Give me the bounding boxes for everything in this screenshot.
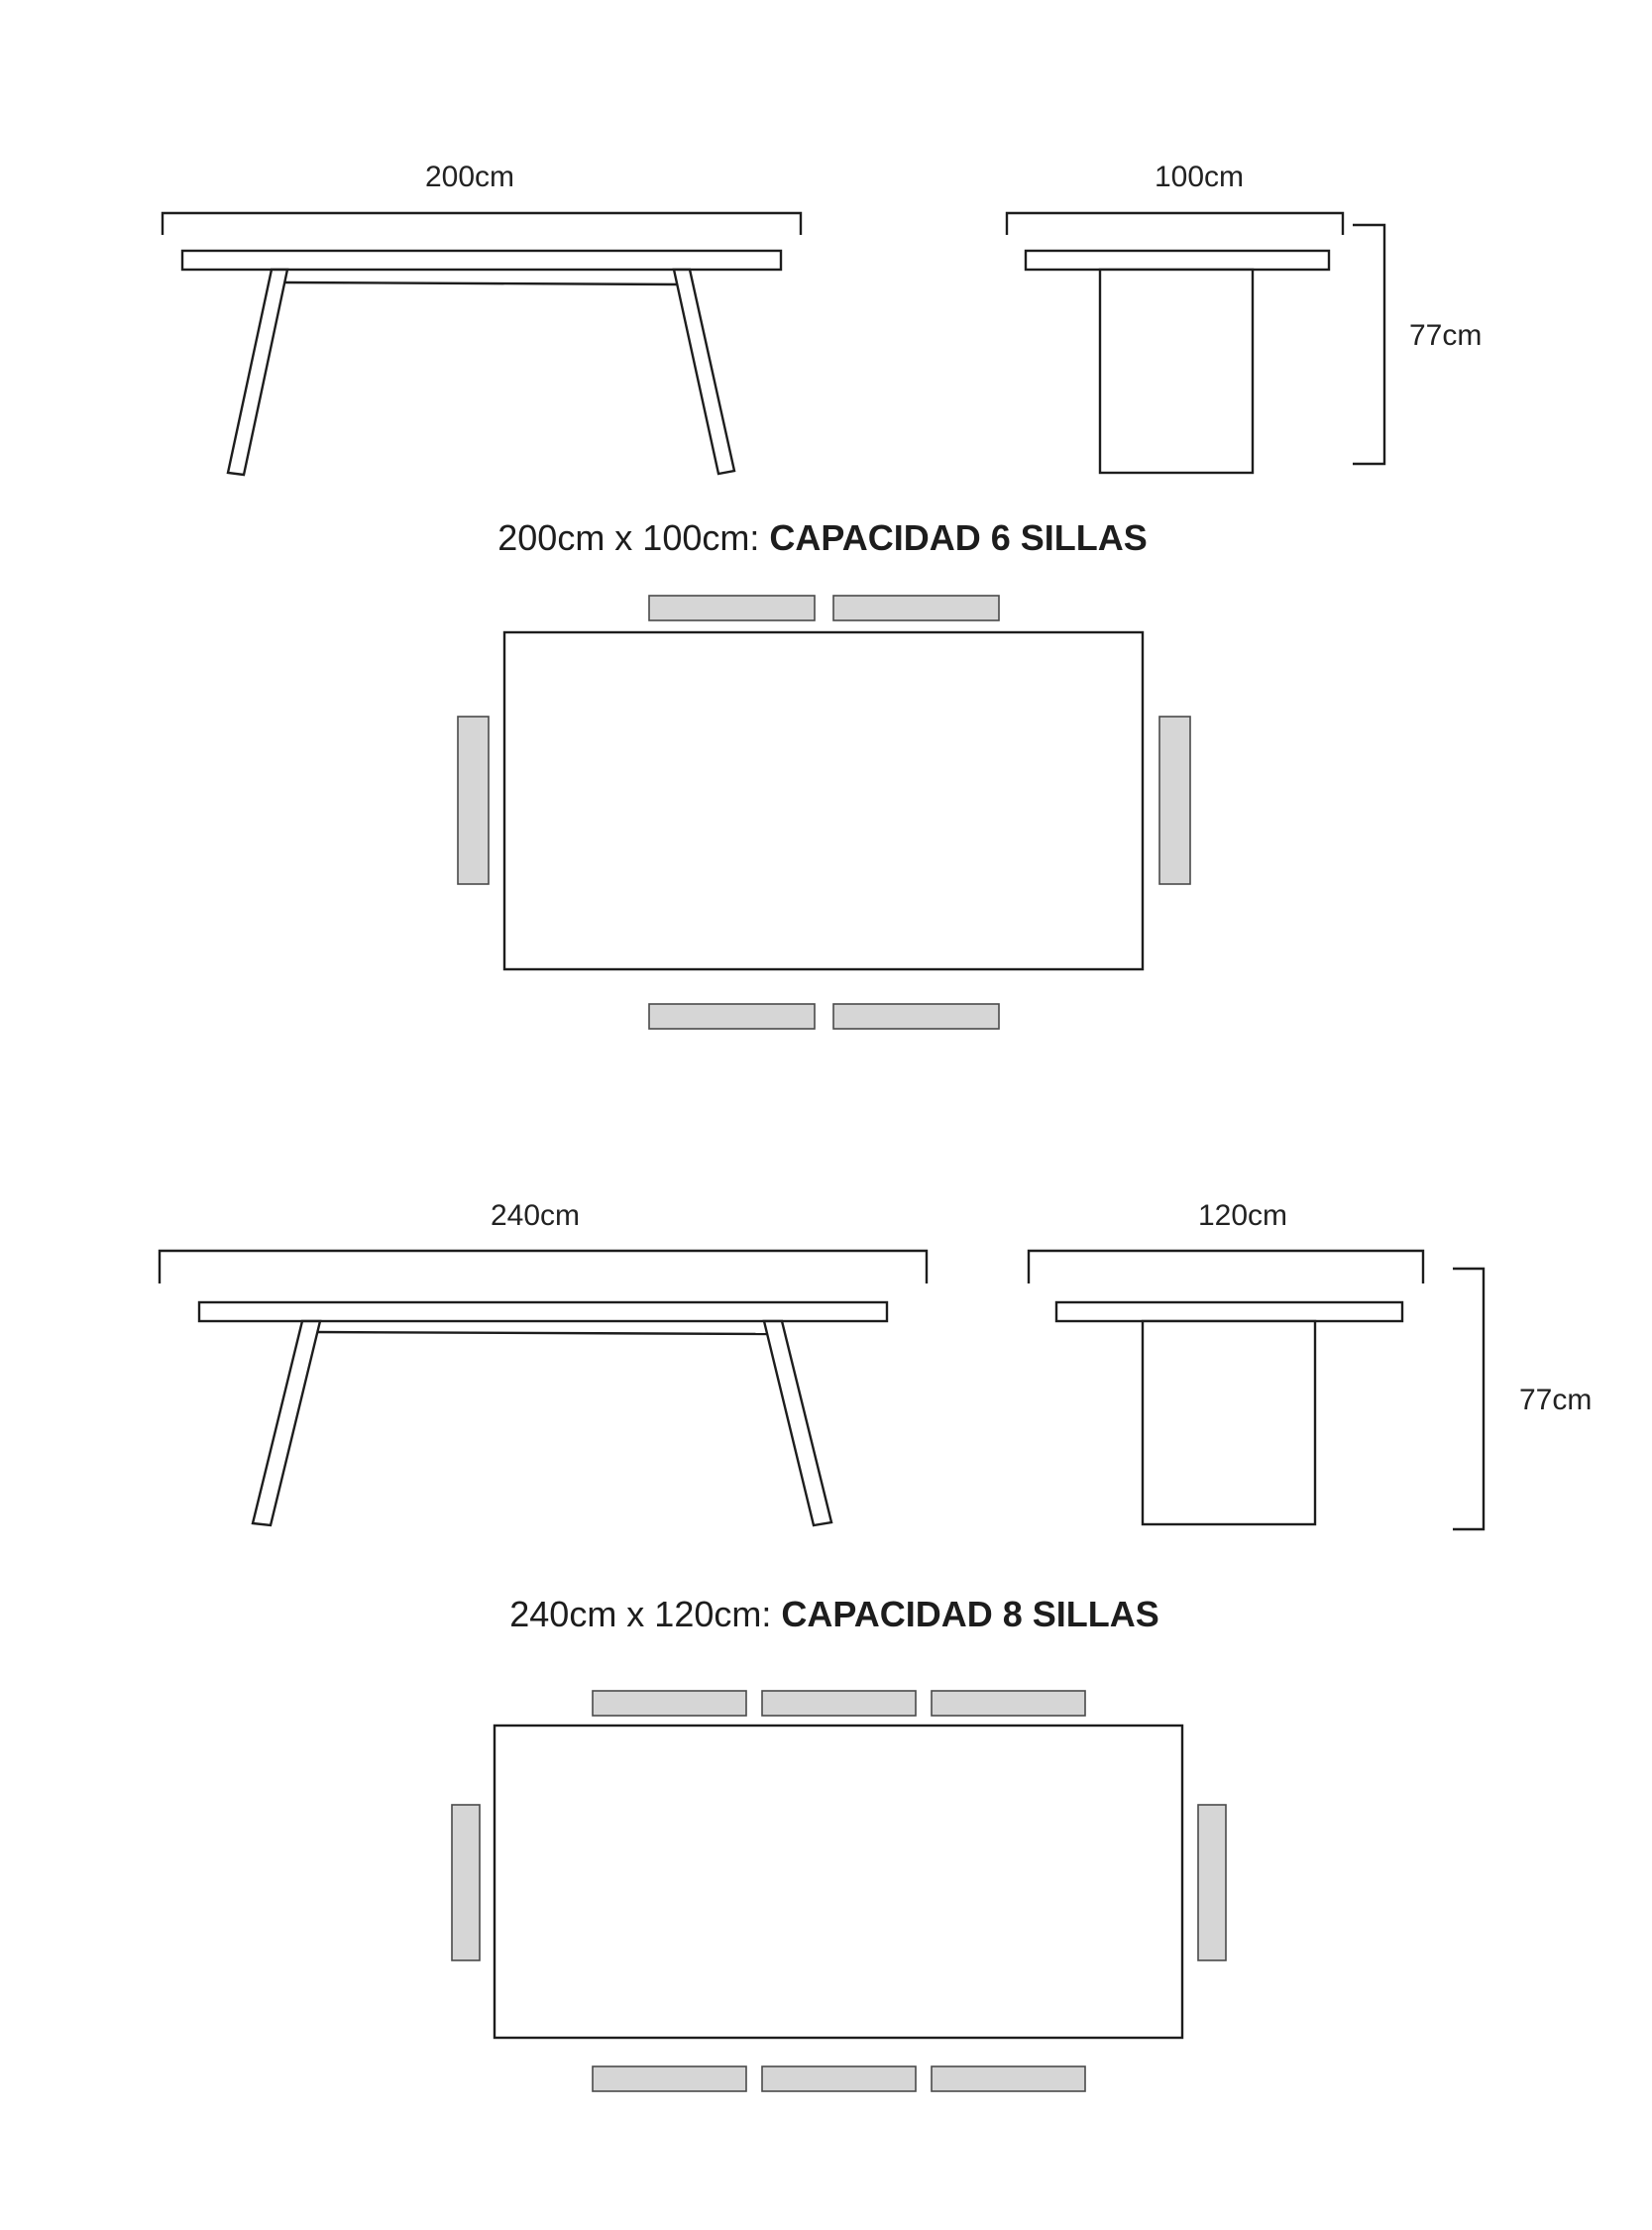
capacity-label: CAPACIDAD 6 SILLAS	[769, 517, 1148, 558]
table-top	[199, 1302, 887, 1321]
depth-label-120: 120cm	[1197, 1199, 1288, 1232]
height-dimension-bracket	[1453, 1269, 1484, 1529]
table-surface	[504, 632, 1143, 969]
pedestal-base	[1143, 1321, 1315, 1524]
pedestal-base	[1100, 270, 1253, 473]
chair	[762, 1691, 916, 1716]
chair	[458, 717, 489, 884]
width-dimension-bracket	[163, 213, 801, 235]
chair	[593, 1691, 746, 1716]
table-200-end-view	[1007, 161, 1482, 473]
left-leg	[228, 270, 287, 475]
table-top	[182, 251, 781, 270]
chair	[932, 2066, 1085, 2091]
height-label-77: 77cm	[1519, 1384, 1593, 1416]
left-leg	[253, 1321, 320, 1525]
right-leg	[674, 270, 734, 474]
table-240-top-view	[452, 1691, 1226, 2091]
height-label-77: 77cm	[1409, 319, 1483, 352]
right-leg	[764, 1321, 831, 1525]
chair	[593, 2066, 746, 2091]
width-label-240: 240cm	[490, 1199, 581, 1232]
table-200-side-view	[163, 161, 801, 475]
chair	[762, 2066, 916, 2091]
table-240-side-view	[160, 1199, 927, 1525]
table-surface	[495, 1726, 1182, 2038]
table-top-end	[1056, 1302, 1402, 1321]
chair	[833, 1004, 999, 1029]
chair	[932, 1691, 1085, 1716]
depth-dimension-bracket	[1029, 1251, 1423, 1283]
chair	[833, 596, 999, 620]
chair	[649, 596, 815, 620]
stretcher	[314, 1332, 773, 1334]
width-label-200: 200cm	[424, 161, 515, 193]
capacity-label: CAPACIDAD 8 SILLAS	[781, 1594, 1159, 1634]
stretcher	[284, 282, 679, 284]
table-200-top-view	[458, 596, 1190, 1029]
chair	[1198, 1805, 1226, 1960]
caption-prefix: 240cm x 120cm:	[509, 1594, 782, 1634]
width-dimension-bracket	[160, 1251, 927, 1283]
chair	[452, 1805, 480, 1960]
caption-prefix: 200cm x 100cm:	[497, 517, 770, 558]
table-top-end	[1026, 251, 1329, 270]
chair	[649, 1004, 815, 1029]
caption-200	[497, 517, 1147, 558]
depth-dimension-bracket	[1007, 213, 1343, 235]
height-dimension-bracket	[1353, 225, 1384, 464]
table-240-end-view	[1029, 1199, 1592, 1529]
caption-240	[509, 1594, 1158, 1634]
chair	[1159, 717, 1190, 884]
depth-label-100: 100cm	[1154, 161, 1245, 193]
